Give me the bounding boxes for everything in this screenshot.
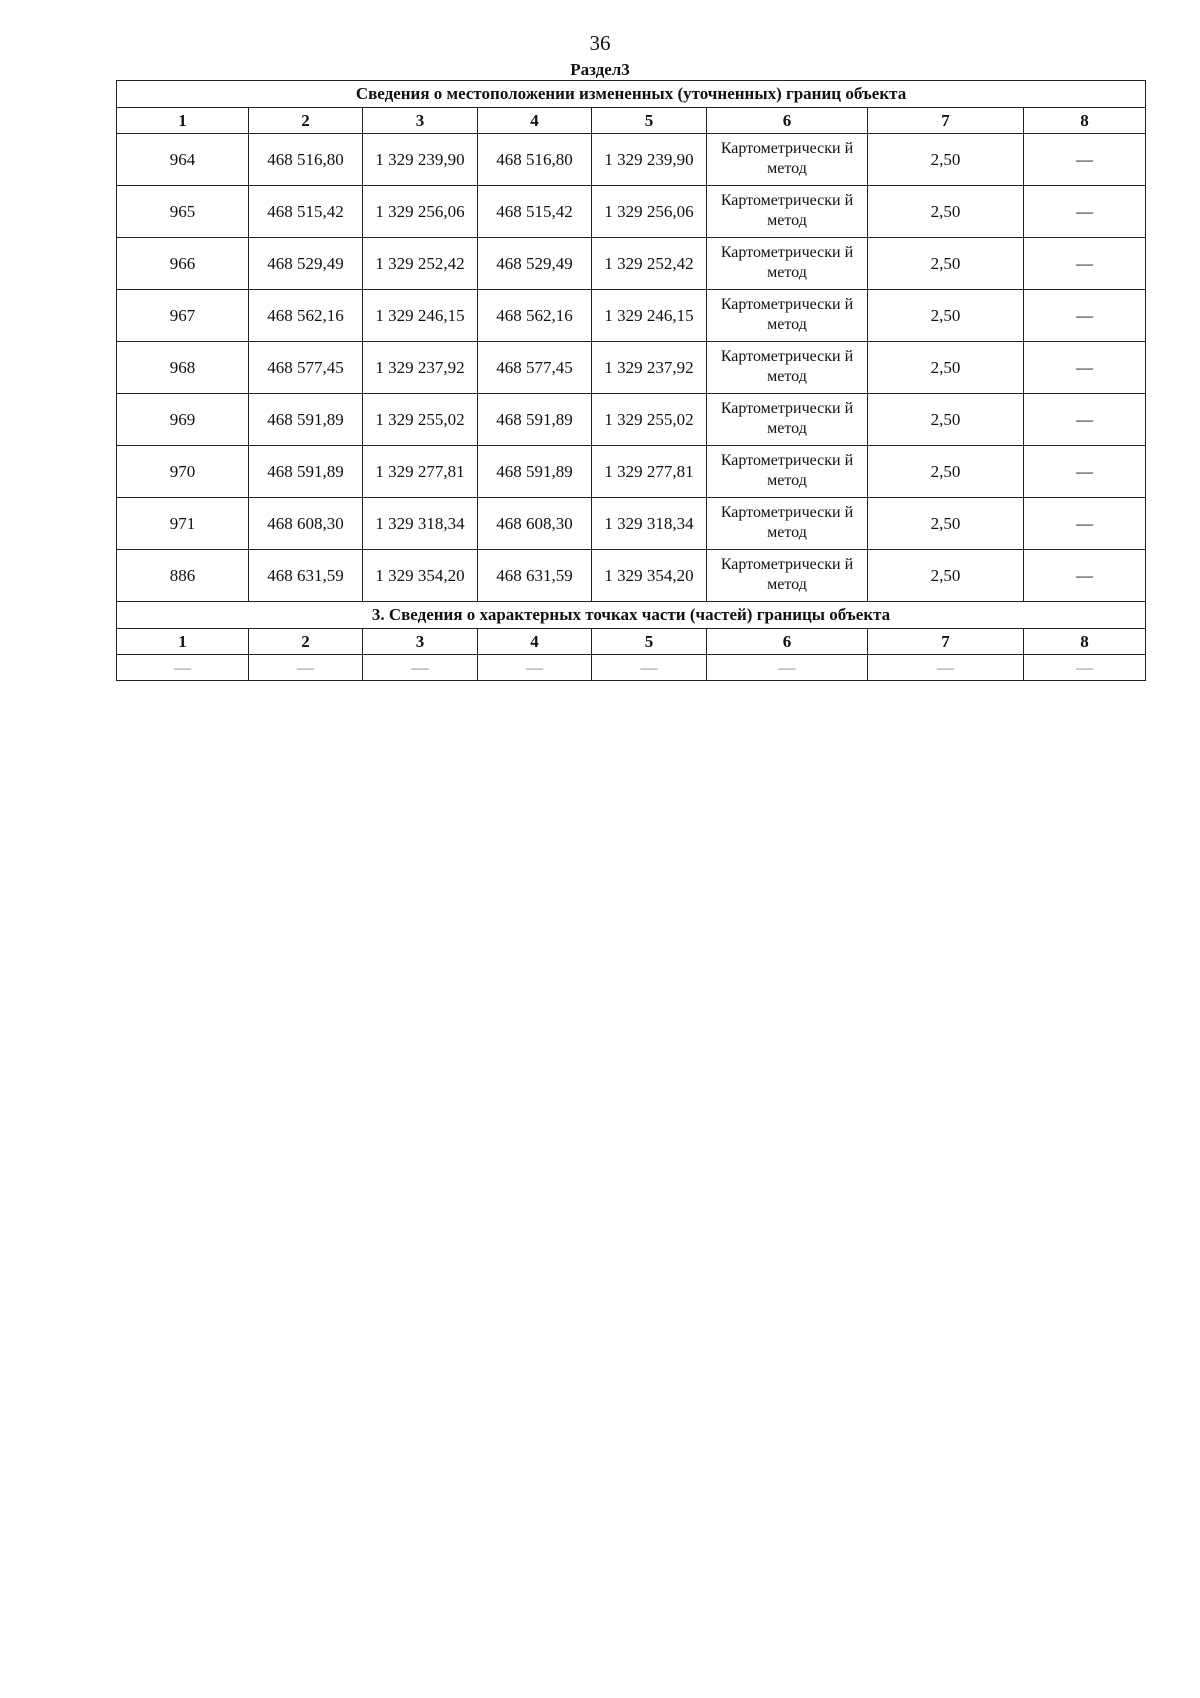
table-cell: Картометрически й метод	[707, 446, 868, 498]
table-cell: 1 329 354,20	[592, 550, 707, 602]
table-cell: —	[868, 655, 1024, 681]
table2-header-cell: 3	[363, 629, 478, 655]
table-cell: —	[592, 655, 707, 681]
table-cell: 1 329 318,34	[363, 498, 478, 550]
table-cell: 2,50	[868, 498, 1024, 550]
table-cell: —	[117, 655, 249, 681]
table1-header-cell: 4	[478, 108, 592, 134]
table-cell: 2,50	[868, 446, 1024, 498]
table-cell: 1 329 354,20	[363, 550, 478, 602]
table-row	[117, 342, 1146, 394]
table-cell: Картометрически й метод	[707, 550, 868, 602]
table-cell: —	[1024, 134, 1146, 186]
table-cell: —	[363, 655, 478, 681]
table-cell: 1 329 277,81	[363, 446, 478, 498]
table-cell: 468 562,16	[249, 290, 363, 342]
table-cell: —	[1024, 238, 1146, 290]
table-cell: Картометрически й метод	[707, 290, 868, 342]
table-cell: 1 329 239,90	[363, 134, 478, 186]
table-cell: 1 329 239,90	[592, 134, 707, 186]
table-cell: Картометрически й метод	[707, 342, 868, 394]
table-cell: —	[1024, 498, 1146, 550]
table-cell: 468 515,42	[249, 186, 363, 238]
table-row	[117, 446, 1146, 498]
table-cell: 1 329 252,42	[592, 238, 707, 290]
table-cell: 971	[117, 498, 249, 550]
table-cell: 967	[117, 290, 249, 342]
table1-header-cell: 8	[1024, 108, 1146, 134]
table-row	[117, 186, 1146, 238]
table-cell: 468 562,16	[478, 290, 592, 342]
table-cell: 1 329 246,15	[592, 290, 707, 342]
table-cell: Картометрически й метод	[707, 186, 868, 238]
table-row	[117, 498, 1146, 550]
table-cell: 468 516,80	[249, 134, 363, 186]
table2-header-row	[117, 629, 1146, 655]
table-cell: 468 577,45	[249, 342, 363, 394]
table-cell: —	[249, 655, 363, 681]
table1-header-cell: 7	[868, 108, 1024, 134]
table-cell: —	[1024, 342, 1146, 394]
table-cell: —	[1024, 394, 1146, 446]
table-cell: 968	[117, 342, 249, 394]
table2-header-cell: 6	[707, 629, 868, 655]
table-cell: 468 529,49	[249, 238, 363, 290]
table-cell: 2,50	[868, 290, 1024, 342]
table-cell: Картометрически й метод	[707, 498, 868, 550]
table-cell: 468 515,42	[478, 186, 592, 238]
table-row	[117, 290, 1146, 342]
table-cell: 1 329 252,42	[363, 238, 478, 290]
table-cell: 1 329 237,92	[363, 342, 478, 394]
table1-header-cell: 6	[707, 108, 868, 134]
table2-header-cell: 2	[249, 629, 363, 655]
table1-header-row	[117, 108, 1146, 134]
table-cell: Картометрически й метод	[707, 238, 868, 290]
table-cell: 1 329 277,81	[592, 446, 707, 498]
table-cell: 2,50	[868, 186, 1024, 238]
table-cell: 468 608,30	[249, 498, 363, 550]
table1-caption: Сведения о местоположении измененных (уточненных) границ объекта	[117, 81, 1146, 108]
table-cell: 468 631,59	[249, 550, 363, 602]
table-cell: —	[1024, 186, 1146, 238]
table-row	[117, 550, 1146, 602]
boundary-coordinates-table	[116, 80, 1146, 681]
table-cell: Картометрически й метод	[707, 394, 868, 446]
table-cell: 1 329 246,15	[363, 290, 478, 342]
table-cell: —	[1024, 446, 1146, 498]
page-number: 36	[589, 31, 611, 55]
table-cell: —	[1024, 550, 1146, 602]
table-cell: Картометрически й метод	[707, 134, 868, 186]
table-cell: 468 516,80	[478, 134, 592, 186]
table2-header-cell: 8	[1024, 629, 1146, 655]
table-cell: 468 591,89	[249, 446, 363, 498]
table-cell: 1 329 255,02	[363, 394, 478, 446]
table-cell: 1 329 237,92	[592, 342, 707, 394]
table1-caption-row	[117, 81, 1146, 108]
table-cell: —	[478, 655, 592, 681]
table-cell: 2,50	[868, 550, 1024, 602]
table1-header-cell: 5	[592, 108, 707, 134]
table-cell: —	[1024, 290, 1146, 342]
table-cell: 966	[117, 238, 249, 290]
table2-header-cell: 5	[592, 629, 707, 655]
table-cell: 468 591,89	[478, 394, 592, 446]
table-cell: 1 329 256,06	[592, 186, 707, 238]
table-cell: 468 608,30	[478, 498, 592, 550]
table-cell: 468 591,89	[478, 446, 592, 498]
table-cell: 1 329 318,34	[592, 498, 707, 550]
table-cell: 886	[117, 550, 249, 602]
table-cell: 964	[117, 134, 249, 186]
table1-header-cell: 1	[117, 108, 249, 134]
table-cell: 1 329 256,06	[363, 186, 478, 238]
table-cell: 2,50	[868, 134, 1024, 186]
table-cell: 468 591,89	[249, 394, 363, 446]
table-row	[117, 134, 1146, 186]
table1-header-cell: 2	[249, 108, 363, 134]
table-cell: 969	[117, 394, 249, 446]
table-row	[117, 655, 1146, 681]
section-title: Раздел3	[570, 60, 630, 79]
table-cell: 965	[117, 186, 249, 238]
table-row	[117, 238, 1146, 290]
table2-header-cell: 4	[478, 629, 592, 655]
table-cell: 2,50	[868, 238, 1024, 290]
table-cell: 468 577,45	[478, 342, 592, 394]
table2-header-cell: 7	[868, 629, 1024, 655]
table-cell: 468 631,59	[478, 550, 592, 602]
table2-header-cell: 1	[117, 629, 249, 655]
table-cell: 2,50	[868, 342, 1024, 394]
table-cell: —	[1024, 655, 1146, 681]
table-row	[117, 394, 1146, 446]
table-cell: 2,50	[868, 394, 1024, 446]
table2-caption-row	[117, 602, 1146, 629]
table-body	[117, 81, 1146, 681]
table-cell: 1 329 255,02	[592, 394, 707, 446]
table1-header-cell: 3	[363, 108, 478, 134]
table-cell: 970	[117, 446, 249, 498]
table-cell: —	[707, 655, 868, 681]
table2-caption: 3. Сведения о характерных точках части (частей) границы объекта	[117, 602, 1146, 629]
table-cell: 468 529,49	[478, 238, 592, 290]
